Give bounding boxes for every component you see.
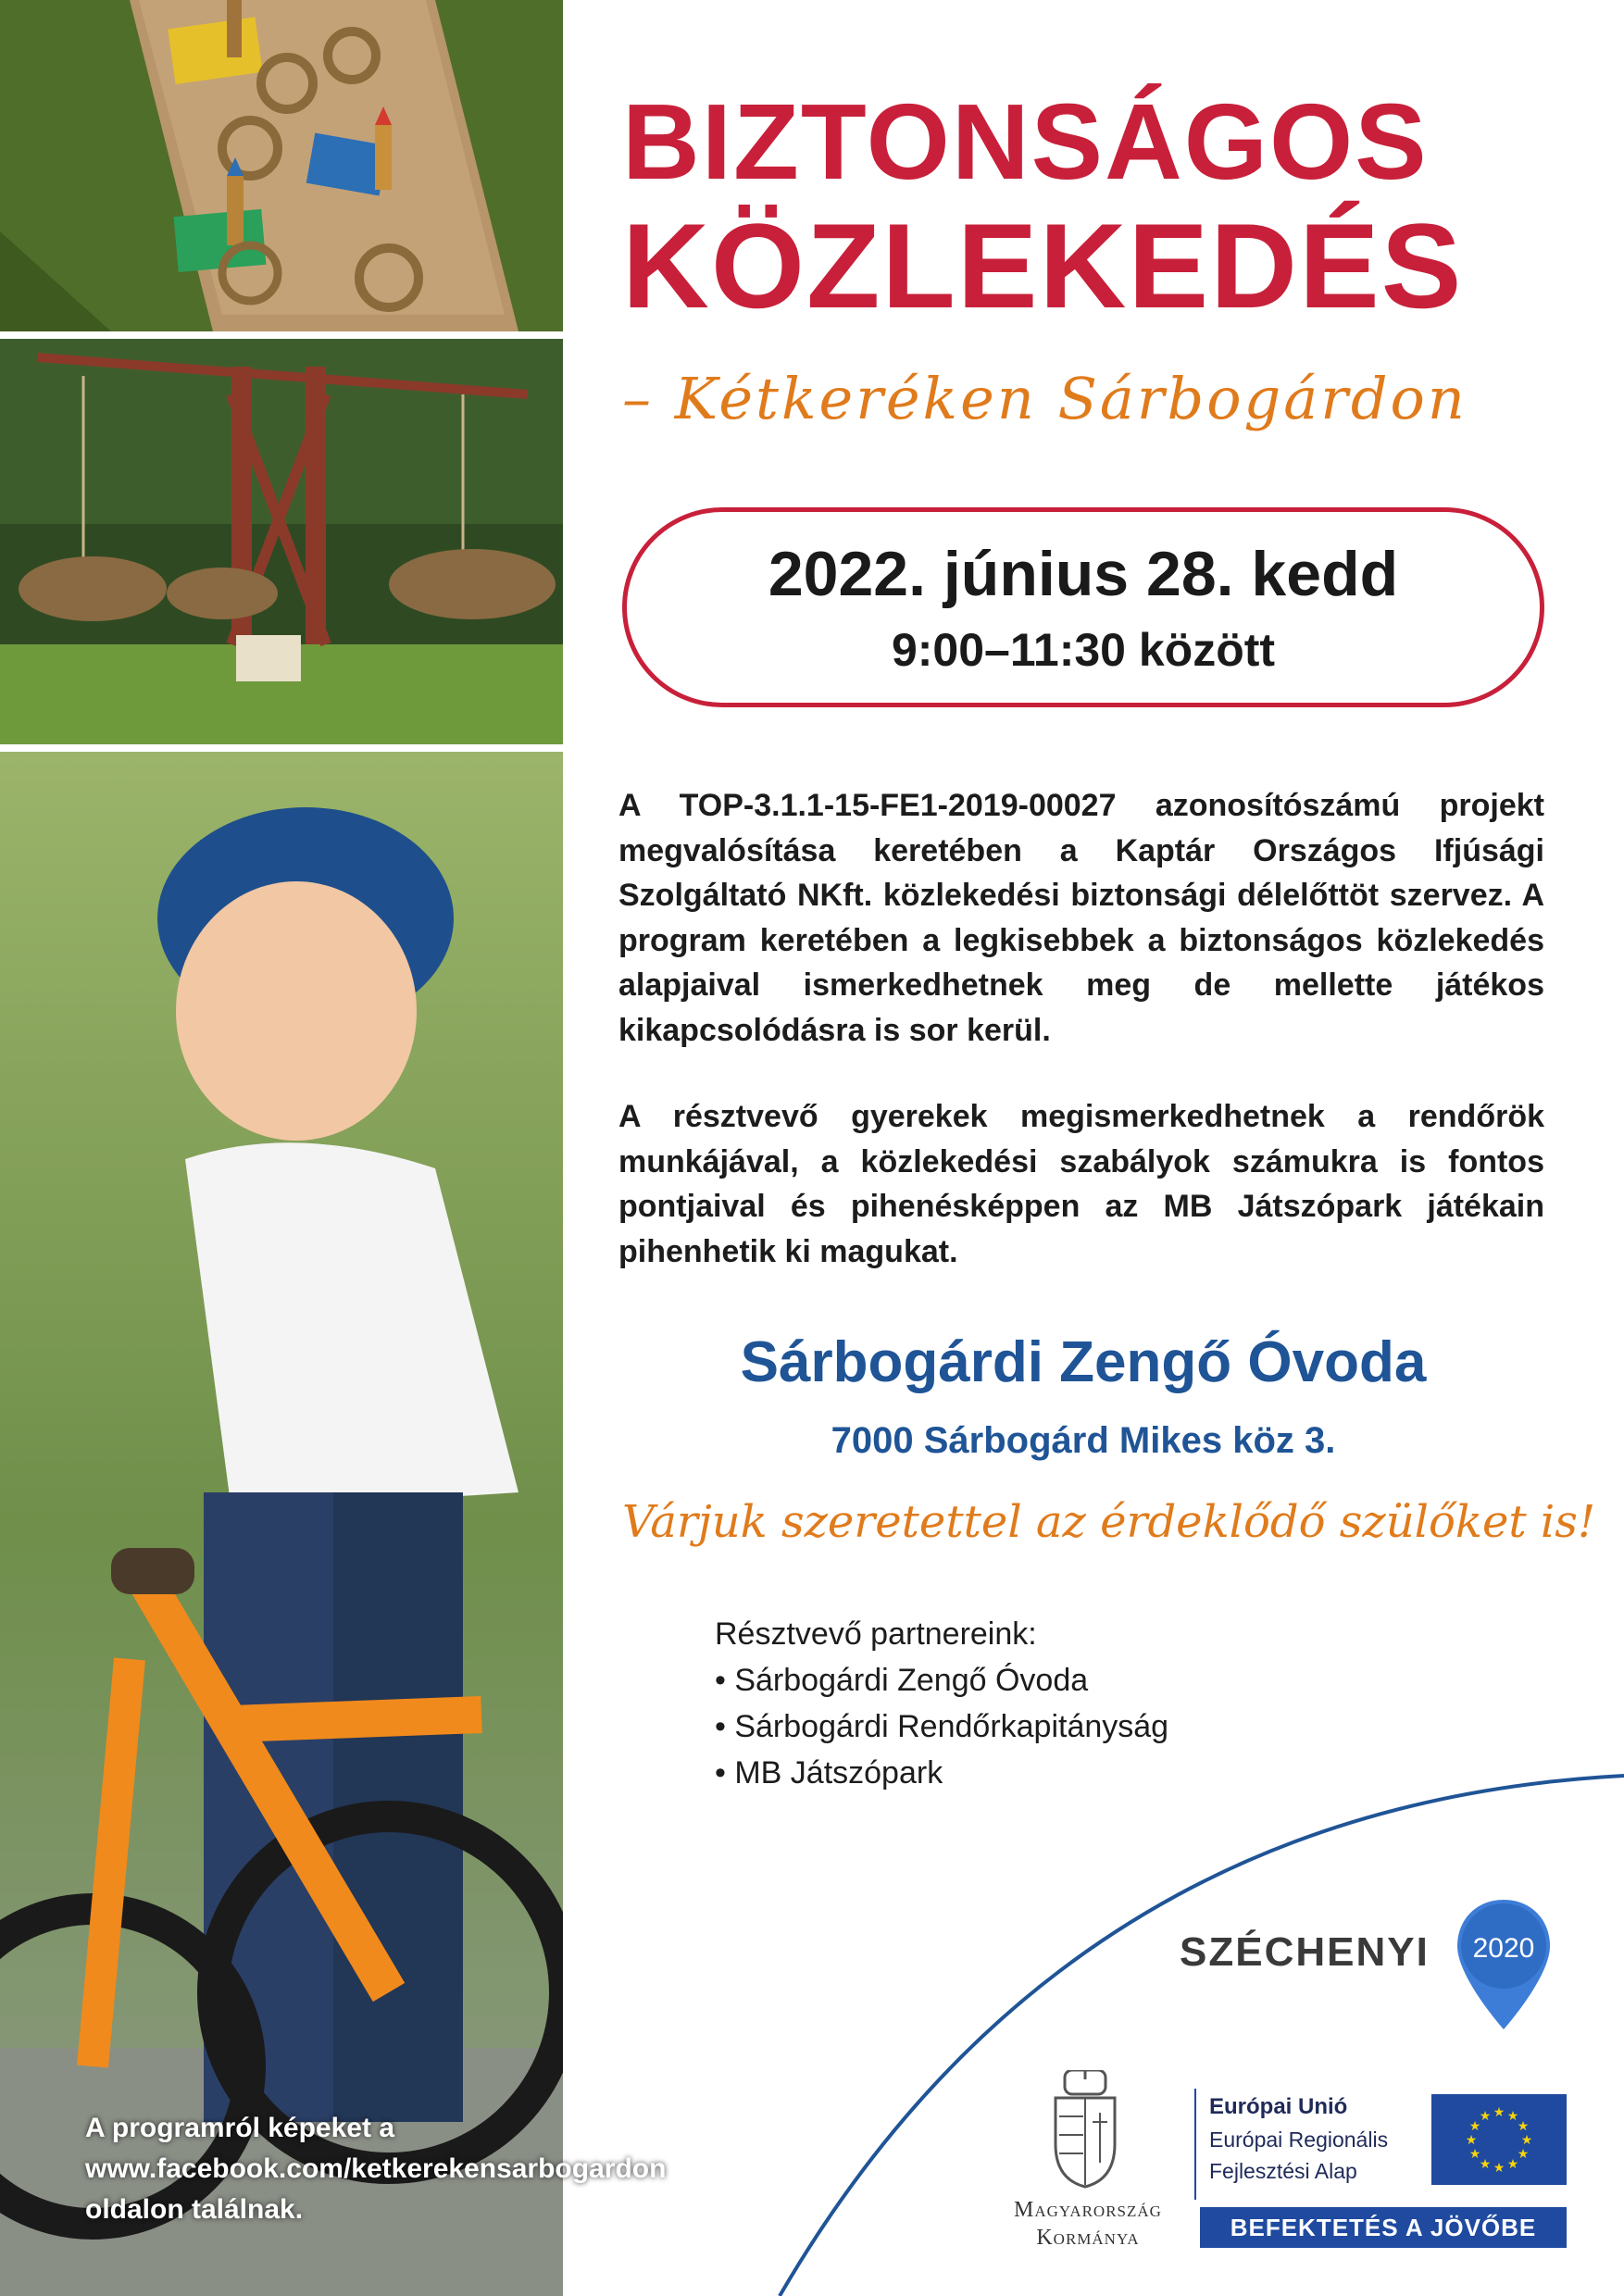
date-box (622, 507, 1544, 707)
title-line1: BIZTONSÁGOS (622, 81, 1429, 202)
partners-heading: Résztvevő partnereink: (715, 1616, 1037, 1652)
title-line2: KÖZLEKEDÉS (622, 198, 1464, 333)
eu-star-icon: ★ (1465, 2132, 1478, 2147)
eu-star-icon: ★ (1479, 2155, 1492, 2171)
eu-star-icon: ★ (1506, 2108, 1519, 2124)
government-name-line2: Kormánya (1036, 2226, 1140, 2250)
facebook-link[interactable]: www.facebook.com/ketkerekensarbogardon (85, 2153, 667, 2184)
facebook-note-line3: oldalon találnak. (85, 2194, 304, 2225)
ring-toss-photo (0, 0, 563, 331)
welcome-message: Várjuk szeretettel az érdeklődő szülőket is! (622, 1496, 1596, 1548)
eu-divider (1194, 2089, 1196, 2200)
szechenyi-year: 2020 (1472, 1933, 1535, 1964)
ring-toss-illustration (0, 0, 563, 331)
hungarian-coat-of-arms-icon (1046, 2070, 1124, 2190)
eu-star-icon: ★ (1517, 2118, 1530, 2133)
eu-flag-icon (1431, 2094, 1567, 2185)
description-paragraph-2: A résztvevő gyerekek megismerkedhetnek a rendőrök munkájával, a közlekedési szabályok számukra is fontos pontjaival és pihenésképpen az MB Játszópark játékain pihenhetik ki magukat. (618, 1099, 1544, 1269)
eu-title: Európai Unió (1209, 2094, 1348, 2119)
investment-slogan: BEFEKTETÉS A JÖVŐBE (1200, 2207, 1567, 2248)
eu-star-icon: ★ (1520, 2132, 1533, 2147)
partners-list (715, 1611, 1168, 1796)
szechenyi-logo-text: SZÉCHENYI (1180, 1929, 1430, 1975)
description-paragraph-1: A TOP-3.1.1-15-FE1-2019-00027 azonosítószámú projekt megvalósítása keretében a Kaptár Országos Ifjúsági Szolgáltató NKft. közlekedési biztonsági délelőttöt szervez. A program keretében a legkisebbek a biztonságos közlekedés alapjaival ismerkedhetnek meg de mellette játékos kikapcsolódásra is sor kerül. (618, 788, 1544, 1048)
event-time: 9:00–11:30 között (891, 624, 1276, 676)
partner-item: • MB Játszópark (715, 1755, 943, 1791)
eu-star-icon: ★ (1506, 2155, 1519, 2171)
swing-carousel-photo (0, 339, 563, 744)
partner-item: • Sárbogárdi Zengő Óvoda (715, 1663, 1089, 1698)
subtitle: – Kétkeréken Sárbogárdon (622, 365, 1468, 432)
eu-fund-line1: Európai Regionális (1209, 2128, 1389, 2152)
venue-address: 7000 Sárbogárd Mikes köz 3. (831, 1420, 1336, 1461)
government-name-line1: Magyarország (1014, 2198, 1162, 2222)
eu-star-icon: ★ (1468, 2118, 1481, 2133)
venue-name: Sárbogárdi Zengő Óvoda (740, 1330, 1427, 1394)
eu-star-icon: ★ (1493, 2104, 1505, 2119)
eu-star-icon: ★ (1468, 2146, 1481, 2161)
eu-star-icon: ★ (1479, 2108, 1492, 2124)
swing-carousel-illustration (0, 339, 563, 744)
partner-item: • Sárbogárdi Rendőrkapitányság (715, 1709, 1169, 1744)
facebook-note-line1: A programról képeket a (85, 2113, 394, 2143)
eu-star-icon: ★ (1517, 2146, 1530, 2161)
child-balance-bike-photo (0, 752, 563, 2296)
eu-star-icon: ★ (1493, 2160, 1505, 2175)
szechenyi-pin-icon (1454, 1896, 1554, 2033)
child-bike-illustration (0, 752, 563, 2296)
event-date: 2022. június 28. kedd (768, 539, 1399, 609)
eu-fund-line2: Fejlesztési Alap (1209, 2159, 1357, 2183)
